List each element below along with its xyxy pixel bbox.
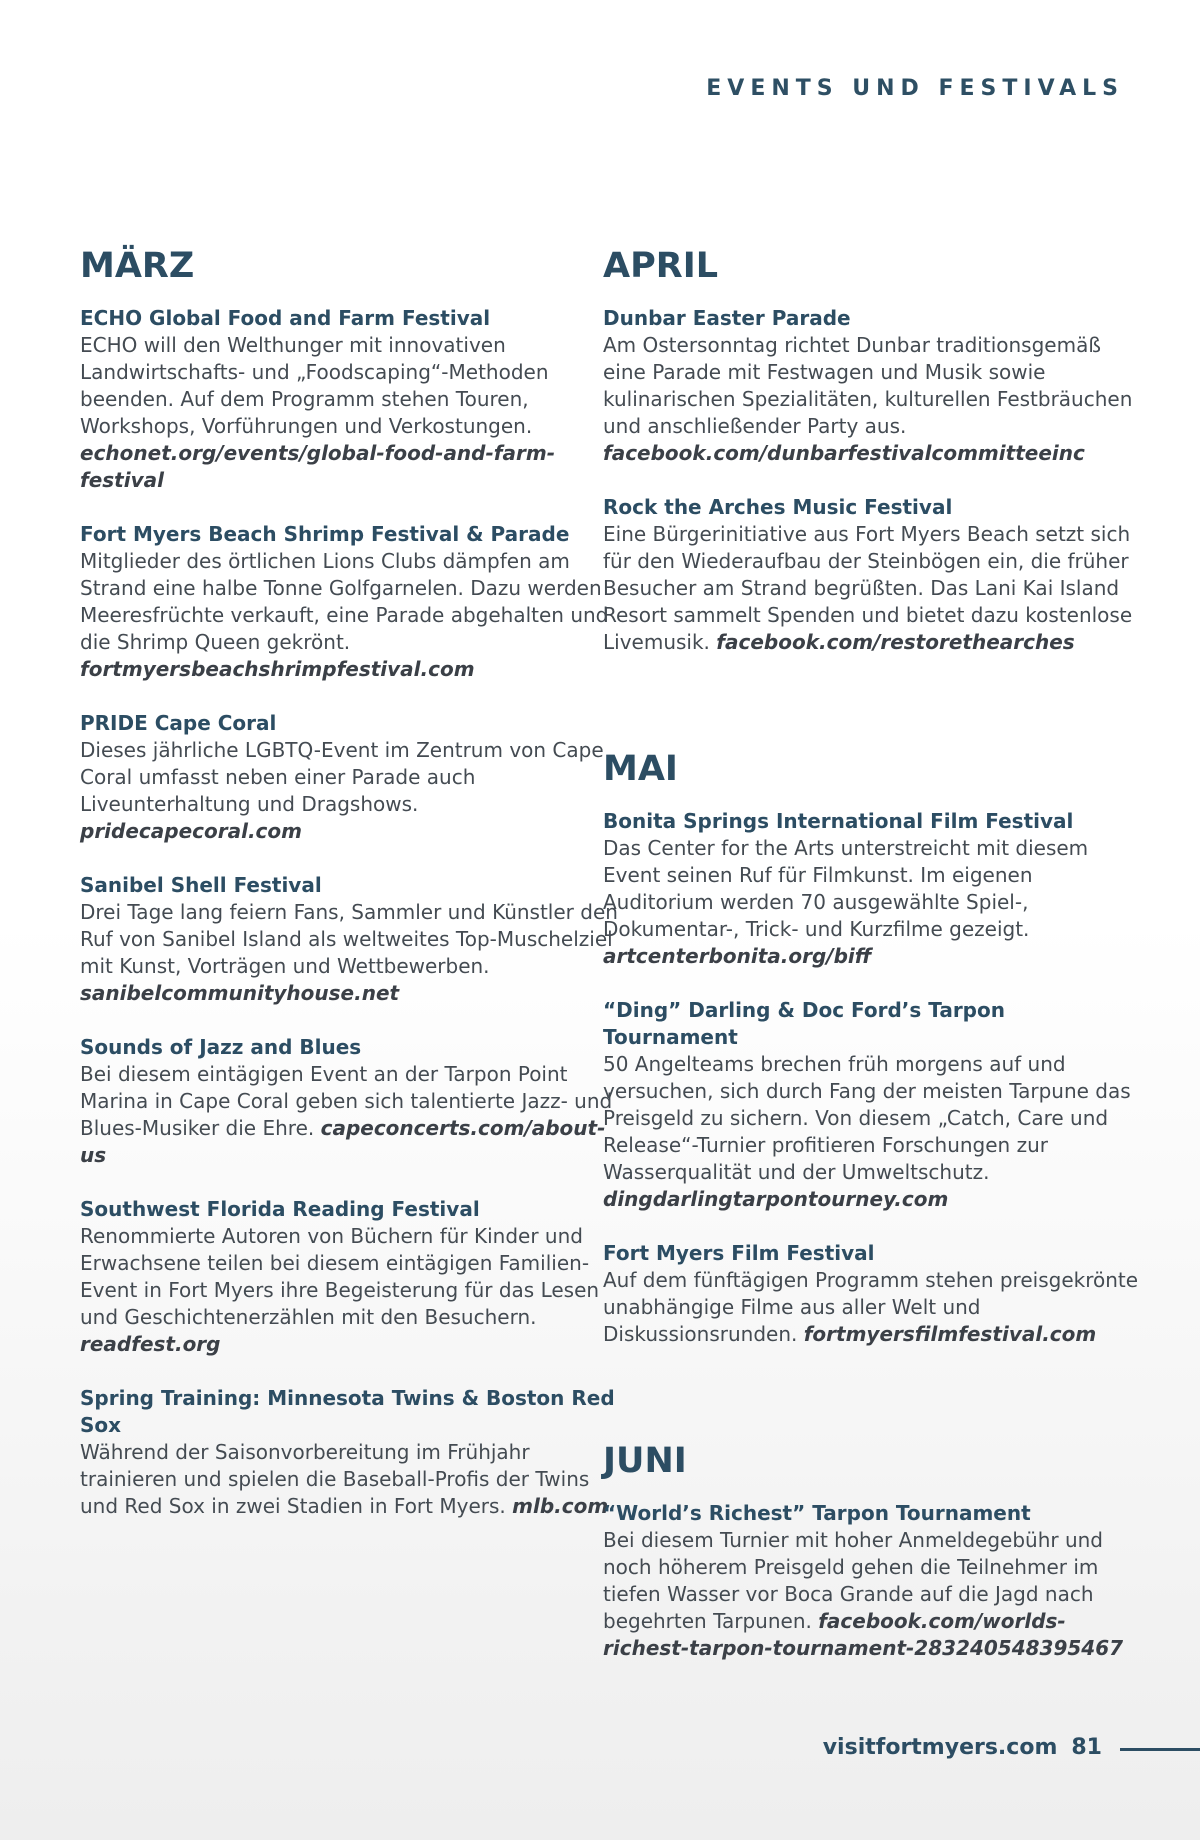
- column-right: [603, 246, 1143, 1689]
- event-item: [80, 1385, 620, 1520]
- event-link[interactable]: facebook.com/worlds-richest-tarpon-tournament-283240548395467: [603, 1609, 1124, 1660]
- month-heading-maerz: MÄRZ: [80, 246, 195, 286]
- event-description: Am Ostersonntag richtet Dunbar traditionsgemäß eine Parade mit Festwagen und Musik sowie kulinarischen Spezialitäten, kulturellen Festbräuchen und anschließender Party aus. facebook.com/dunbarfestivalcommitteeinc: [603, 333, 1133, 465]
- event-item: [603, 1240, 1143, 1348]
- footer-rule: [1120, 1748, 1200, 1751]
- event-title: Dunbar Easter Parade: [603, 306, 851, 330]
- event-link[interactable]: fortmyersbeachshrimpfestival.com: [80, 657, 475, 681]
- event-description: Eine Bürgerinitiative aus Fort Myers Beach setzt sich für den Wiederaufbau der Steinbögen ein, die früher Besucher am Strand begrüßten. Das Lani Kai Island Resort sammelt Spenden und bietet dazu kostenlose Livemusik. facebook.com/restorethearches: [603, 522, 1133, 654]
- event-item: [80, 710, 620, 845]
- event-link[interactable]: sanibelcommunityhouse.net: [80, 981, 400, 1005]
- event-title: Fort Myers Film Festival: [603, 1241, 875, 1265]
- event-title: Spring Training: Minnesota Twins & Boston Red Sox: [80, 1386, 615, 1437]
- event-title: Sanibel Shell Festival: [80, 873, 322, 897]
- event-link[interactable]: dingdarlingtarpontourney.com: [603, 1187, 949, 1211]
- footer-site-link[interactable]: visitfortmyers.com: [822, 1735, 1058, 1760]
- month-heading-juni: JUNI: [603, 1441, 687, 1481]
- event-description: Während der Saisonvorbereitung im Frühjahr trainieren und spielen die Baseball-Profis der Twins und Red Sox in zwei Stadien in Fort Myers. mlb.com: [80, 1440, 609, 1518]
- event-title: Southwest Florida Reading Festival: [80, 1197, 480, 1221]
- section-header: EVENTS UND FESTIVALS: [706, 76, 1124, 101]
- event-title: “World’s Richest” Tarpon Tournament: [603, 1501, 1031, 1525]
- event-item: [603, 997, 1143, 1213]
- page-footer: [823, 1735, 1102, 1760]
- event-title: ECHO Global Food and Farm Festival: [80, 306, 491, 330]
- event-description: Renommierte Autoren von Büchern für Kinder und Erwachsene teilen bei diesem eintägigen Familien-Event in Fort Myers ihre Begeisterung für das Lesen und Geschichtenerzählen mit den Besuchern. readfest.org: [80, 1224, 600, 1356]
- month-heading-april: APRIL: [603, 246, 719, 286]
- event-link[interactable]: artcenterbonita.org/biff: [603, 944, 872, 968]
- column-left: [80, 246, 620, 1547]
- event-description: Bei diesem Turnier mit hoher Anmeldegebühr und noch höherem Preisgeld gehen die Teilnehmer im tiefen Wasser vor Boca Grande auf die Jagd nach begehrten Tarpunen. facebook.com/worlds-richest-tarpon-tournament-283240548395467: [603, 1528, 1124, 1660]
- event-link[interactable]: fortmyersfilmfestival.com: [803, 1322, 1097, 1346]
- page-number: 81: [1071, 1735, 1102, 1760]
- event-link[interactable]: mlb.com: [512, 1494, 609, 1518]
- event-item: [80, 1034, 620, 1169]
- event-title: PRIDE Cape Coral: [80, 711, 277, 735]
- event-title: Rock the Arches Music Festival: [603, 495, 953, 519]
- event-title: Bonita Springs International Film Festival: [603, 809, 1074, 833]
- event-description: Bei diesem eintägigen Event an der Tarpon Point Marina in Cape Coral geben sich talentierte Jazz- und Blues-Musiker die Ehre. capeconcerts.com/about-us: [80, 1062, 613, 1167]
- event-item: [603, 494, 1143, 656]
- event-item: [603, 305, 1143, 467]
- event-link[interactable]: facebook.com/restorethearches: [716, 630, 1075, 654]
- event-description: Das Center for the Arts unterstreicht mit diesem Event seinen Ruf für Filmkunst. Im eigenen Auditorium werden 70 ausgewählte Spiel-, Dokumentar-, Trick- und Kurzfilme gezeigt. artcenterbonita.org/biff: [603, 836, 1089, 968]
- event-description: 50 Angelteams brechen früh morgens auf und versuchen, sich durch Fang der meisten Tarpune das Preisgeld zu sichern. Von diesem „Catch, Care und Release“-Turnier profitieren Forschungen zur Wasserqualität und der Umweltschutz. dingdarlingtarpontourney.com: [603, 1052, 1131, 1211]
- event-link[interactable]: facebook.com/dunbarfestivalcommitteeinc: [603, 441, 1085, 465]
- event-title: Sounds of Jazz and Blues: [80, 1035, 362, 1059]
- event-item: [603, 1500, 1143, 1662]
- event-link[interactable]: echonet.org/events/global-food-and-farm-festival: [80, 441, 555, 492]
- event-link[interactable]: capeconcerts.com/about-us: [80, 1116, 606, 1167]
- event-item: [603, 808, 1143, 970]
- event-link[interactable]: readfest.org: [80, 1332, 221, 1356]
- event-item: [80, 521, 620, 683]
- event-description: Mitglieder des örtlichen Lions Clubs dämpfen am Strand eine halbe Tonne Golfgarnelen. Dazu werden Meeresfrüchte verkauft, eine Parade abgehalten und die Shrimp Queen gekrönt. fortmyersbeachshrimpfestival.com: [80, 549, 609, 681]
- event-item: [80, 305, 620, 494]
- event-title: Fort Myers Beach Shrimp Festival & Parade: [80, 522, 570, 546]
- event-description: Auf dem fünftägigen Programm stehen preisgekrönte unabhängige Filme aus aller Welt und Diskussionsrunden. fortmyersfilmfestival.com: [603, 1268, 1139, 1346]
- event-description: Drei Tage lang feiern Fans, Sammler und Künstler den Ruf von Sanibel Island als weltweites Top-Muschelziel mit Kunst, Vorträgen und Wettbewerben. sanibelcommunityhouse.net: [80, 900, 618, 1005]
- event-title: “Ding” Darling & Doc Ford’s Tarpon Tournament: [603, 998, 1005, 1049]
- event-item: [80, 872, 620, 1007]
- event-link[interactable]: pridecapecoral.com: [80, 819, 302, 843]
- event-description: ECHO will den Welthunger mit innovativen Landwirtschafts- und „Foodscaping“-Methoden beenden. Auf dem Programm stehen Touren, Workshops, Vorführungen und Verkostungen. echonet.org/events/global-food-and-farm-festival: [80, 333, 555, 492]
- event-description: Dieses jährliche LGBTQ-Event im Zentrum von Cape Coral umfasst neben einer Parade auch Liveunterhaltung und Dragshows. pridecapecoral.com: [80, 738, 604, 843]
- month-heading-mai: MAI: [603, 749, 678, 789]
- event-item: [80, 1196, 620, 1358]
